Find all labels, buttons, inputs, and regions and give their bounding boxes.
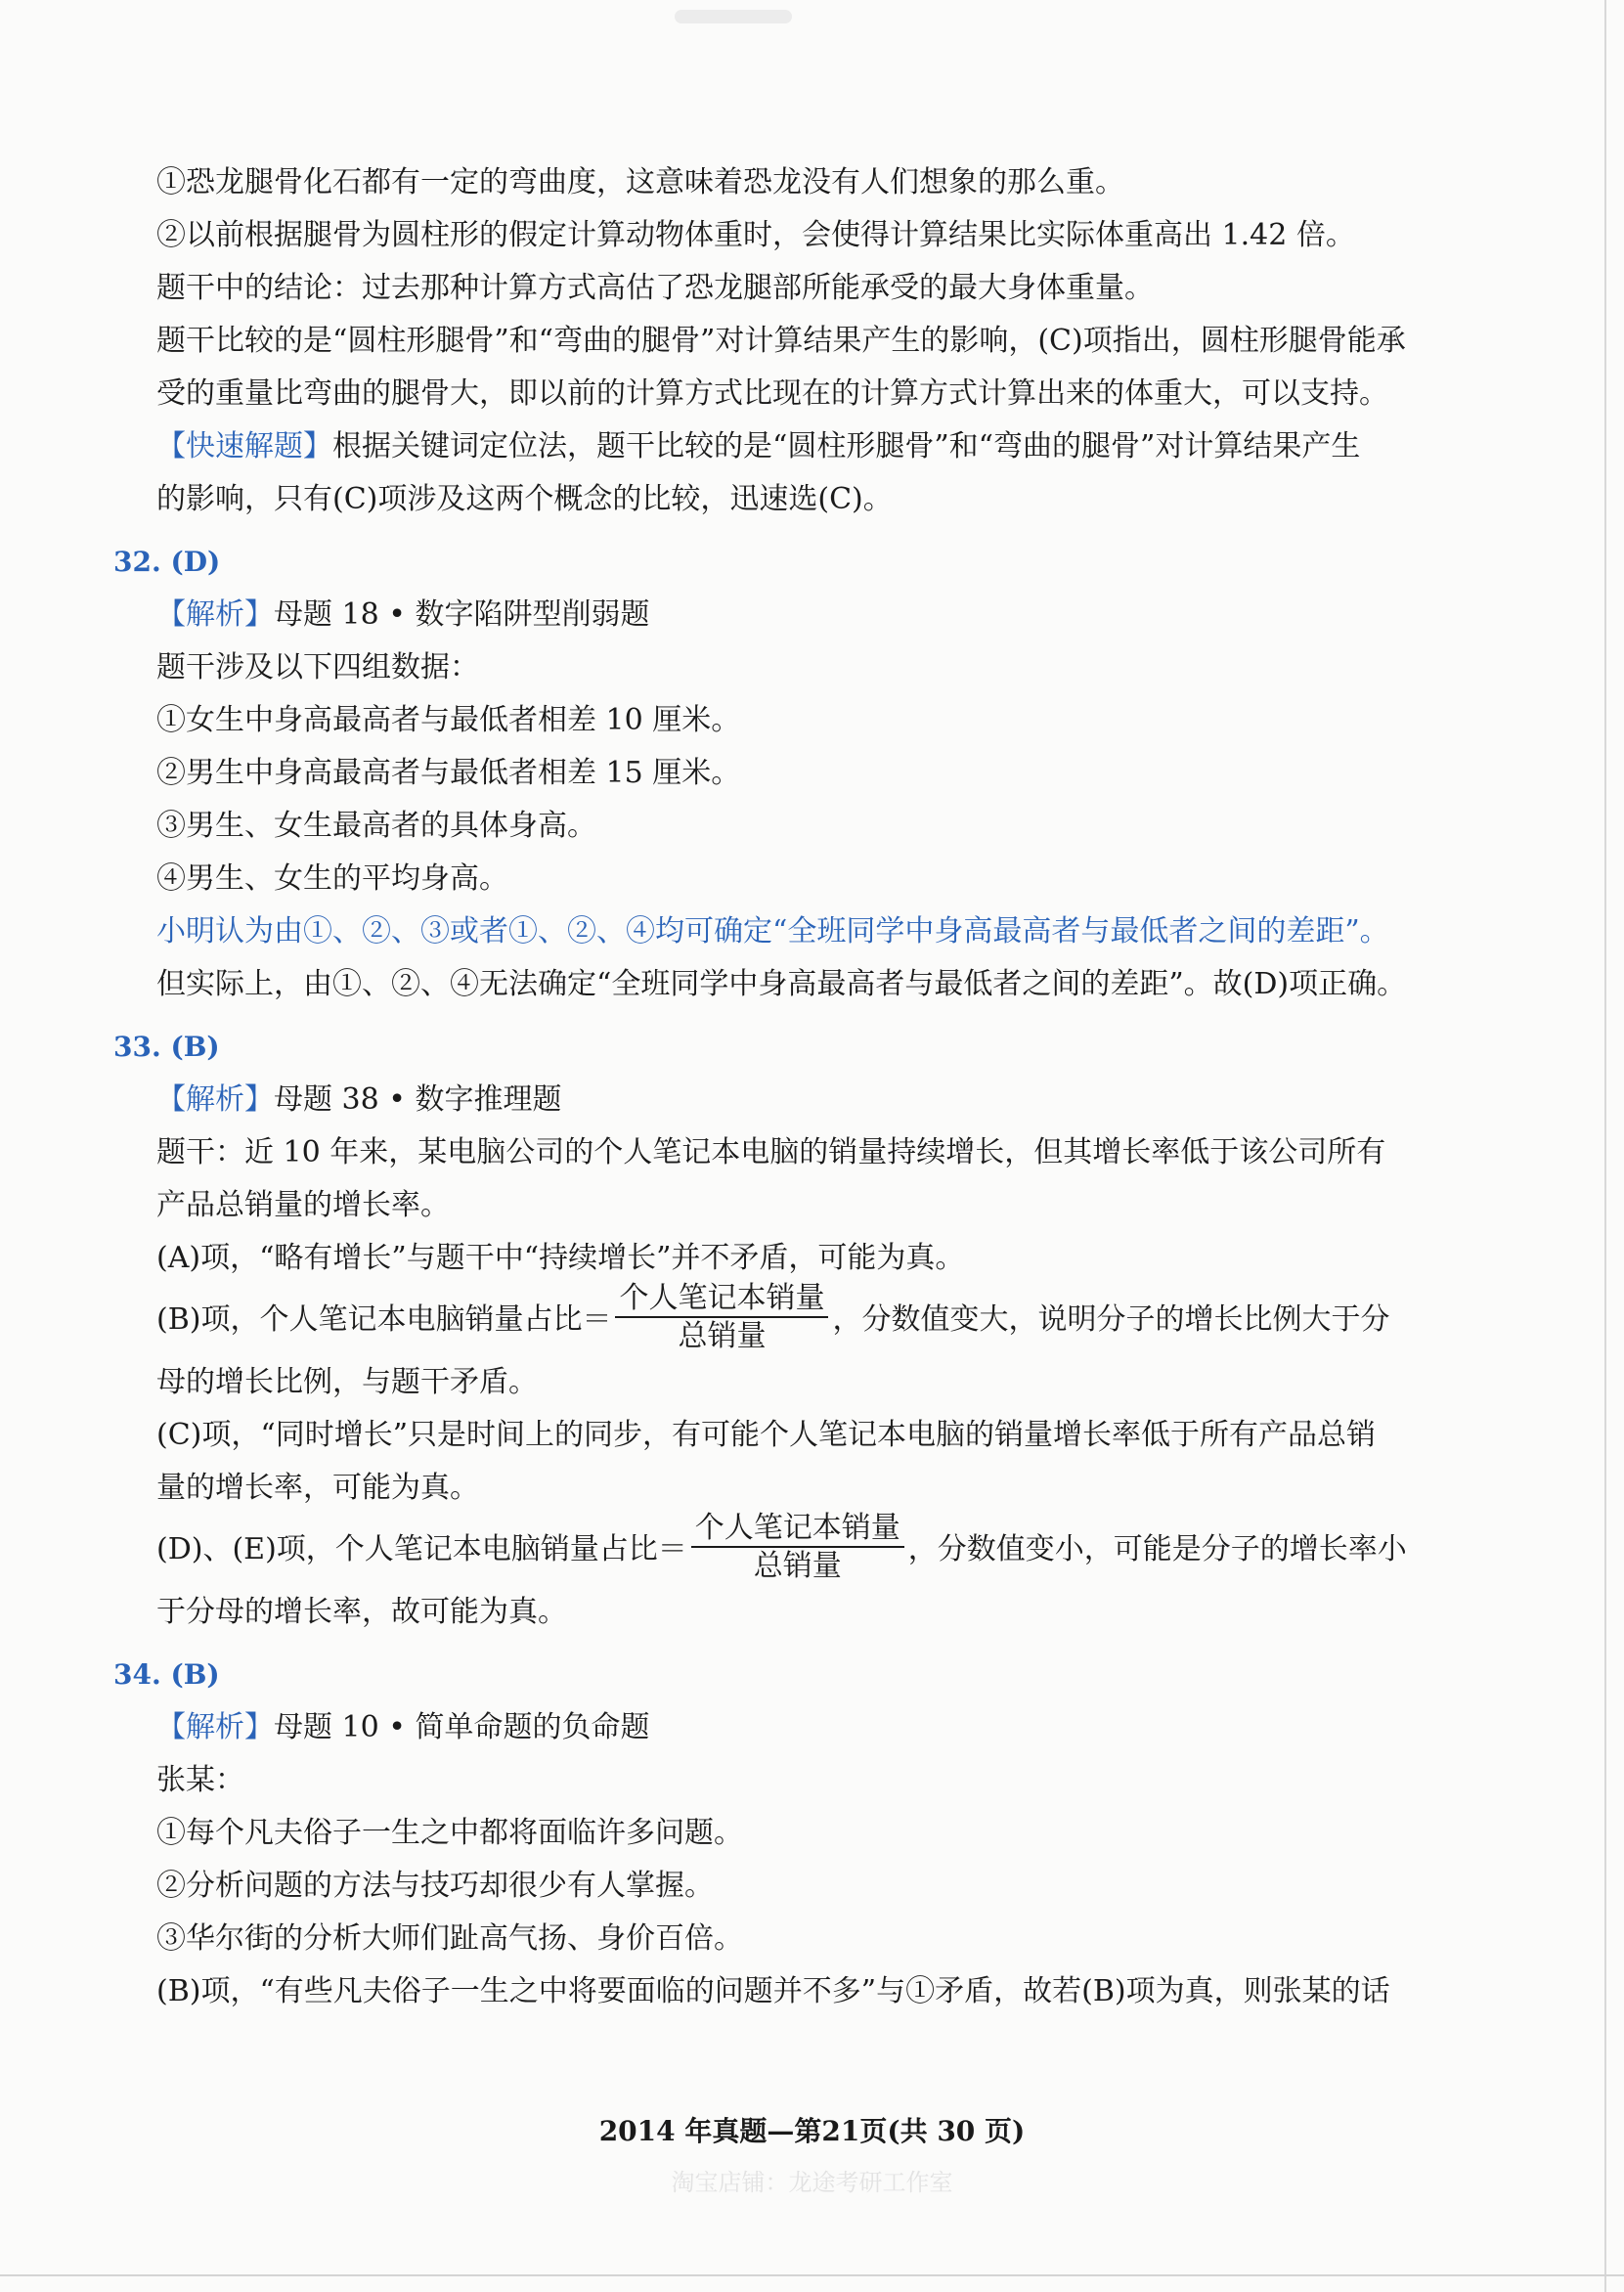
analysis-title: 母题 10 • 简单命题的负命题 [274, 1710, 650, 1744]
text-line: 题干涉及以下四组数据： [156, 650, 479, 684]
text-line: ②分析问题的方法与技巧却很少有人掌握。 [156, 1869, 714, 1903]
fraction [615, 1282, 828, 1352]
text-line: 的影响，只有(C)项涉及这两个概念的比较，迅速选(C)。 [156, 482, 893, 516]
page-edge-right [1604, 0, 1606, 2292]
text-line: ①女生中身高最高者与最低者相差 10 厘米。 [156, 703, 741, 737]
text-line: 产品总销量的增长率。 [156, 1188, 450, 1222]
fraction-numerator: 个人笔记本销量 [691, 1512, 904, 1548]
analysis-tag: 【解析】 [156, 1710, 274, 1744]
text-span: ，分数值变小，可能是分子的增长率小 [907, 1532, 1407, 1566]
watermark: 淘宝店铺：龙途考研工作室 [671, 2169, 953, 2196]
text-line: (A)项，“略有增长”与题干中“持续增长”并不矛盾，可能为真。 [156, 1241, 965, 1275]
text-line: 题干比较的是“圆柱形腿骨”和“弯曲的腿骨”对计算结果产生的影响，(C)项指出，圆柱形腿骨能承 [156, 324, 1406, 358]
page-footer: 2014 年真题—第21页(共 30 页) [598, 2115, 1026, 2147]
quick-solution-tag: 【快速解题】 [156, 429, 332, 463]
fraction-line-b [156, 1281, 1427, 1356]
question-33-heading: 33. (B) [113, 1031, 220, 1063]
analysis-title: 母题 18 • 数字陷阱型削弱题 [274, 597, 650, 632]
text-line: ①每个凡夫俗子一生之中都将面临许多问题。 [156, 1816, 743, 1850]
text-line: 受的重量比弯曲的腿骨大，即以前的计算方式比现在的计算方式计算出来的体重大，可以支持。 [156, 376, 1388, 411]
text-line: ④男生、女生的平均身高。 [156, 861, 508, 896]
text-span: ，分数值变大，说明分子的增长比例大于分 [832, 1302, 1390, 1337]
quick-solution-text: 根据关键词定位法，题干比较的是“圆柱形腿骨”和“弯曲的腿骨”对计算结果产生 [332, 429, 1361, 463]
fraction-denominator: 总销量 [678, 1319, 767, 1353]
question-34-heading: 34. (B) [113, 1658, 220, 1691]
fraction-denominator: 总销量 [753, 1549, 842, 1583]
text-line: 母的增长比例，与题干矛盾。 [156, 1365, 538, 1399]
text-line: 于分母的增长率，故可能为真。 [156, 1595, 567, 1629]
text-line: ②以前根据腿骨为圆柱形的假定计算动物体重时，会使得计算结果比实际体重高出 1.42 倍。 [156, 218, 1355, 252]
text-line: 题干中的结论：过去那种计算方式高估了恐龙腿部所能承受的最大身体重量。 [156, 271, 1154, 305]
text-line: (B)项，“有些凡夫俗子一生之中将要面临的问题并不多”与①矛盾，故若(B)项为真，则张某的话 [156, 1974, 1390, 2008]
text-line: 量的增长率，可能为真。 [156, 1471, 479, 1505]
text-span: (D)、(E)项，个人笔记本电脑销量占比＝ [156, 1532, 687, 1566]
fraction [691, 1512, 904, 1582]
analysis-tag: 【解析】 [156, 1082, 274, 1117]
page-content [113, 156, 1427, 2018]
analysis-line [156, 1701, 1427, 1754]
analysis-line [156, 589, 1427, 641]
text-line: ③男生、女生最高者的具体身高。 [156, 809, 596, 843]
fraction-numerator: 个人笔记本销量 [615, 1282, 828, 1318]
text-line: ③华尔街的分析大师们趾高气扬、身价百倍。 [156, 1921, 743, 1956]
highlighted-text-line: 小明认为由①、②、③或者①、②、④均可确定“全班同学中身高最高者与最低者之间的差距”。 [156, 914, 1389, 948]
text-line: 但实际上，由①、②、④无法确定“全班同学中身高最高者与最低者之间的差距”。故(D)项正确。 [156, 967, 1407, 1001]
scan-smudge [675, 10, 792, 23]
page-edge-bottom [0, 2274, 1624, 2276]
question-32-heading: 32. (D) [113, 546, 221, 578]
text-line: 张某： [156, 1763, 244, 1797]
analysis-tag: 【解析】 [156, 597, 274, 632]
fraction-line-de [156, 1511, 1427, 1586]
quick-solution-line [156, 420, 1427, 473]
text-line: ②男生中身高最高者与最低者相差 15 厘米。 [156, 756, 741, 790]
text-line: (C)项，“同时增长”只是时间上的同步，有可能个人笔记本电脑的销量增长率低于所有产品总销 [156, 1418, 1377, 1452]
analysis-line [156, 1074, 1427, 1126]
text-line: 题干：近 10 年来，某电脑公司的个人笔记本电脑的销量持续增长，但其增长率低于该公司所有 [156, 1135, 1386, 1169]
text-line: ①恐龙腿骨化石都有一定的弯曲度，这意味着恐龙没有人们想象的那么重。 [156, 165, 1124, 199]
analysis-title: 母题 38 • 数字推理题 [274, 1082, 562, 1117]
text-span: (B)项，个人笔记本电脑销量占比＝ [156, 1302, 612, 1337]
